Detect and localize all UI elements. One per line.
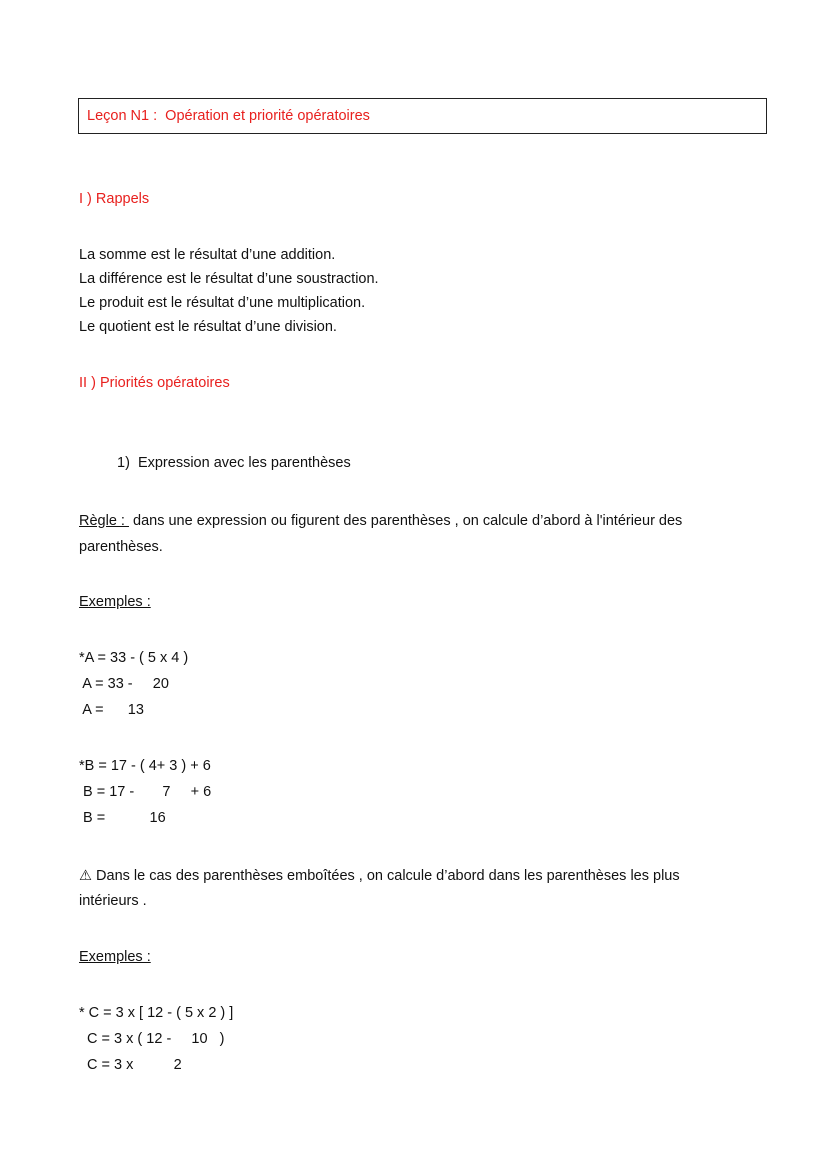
example-line: B = 16 xyxy=(79,810,166,826)
section-heading-priorites: II ) Priorités opératoires xyxy=(79,375,230,391)
section-heading-rappels: I ) Rappels xyxy=(79,191,150,207)
rule-paragraph xyxy=(79,512,682,530)
subsection-heading: 1) Expression avec les parenthèses xyxy=(117,455,351,471)
lesson-title: Leçon N1 : Opération et priorité opératoires xyxy=(87,108,370,124)
example-line: B = 17 - 7 + 6 xyxy=(79,784,212,800)
warning-text-cont: intérieurs . xyxy=(79,893,147,909)
rule-label: Règle : xyxy=(79,513,129,529)
definition-line: Le produit est le résultat d’une multiplication. xyxy=(79,295,366,311)
definition-line: La différence est le résultat d’une soustraction. xyxy=(79,271,379,287)
example-line: A = 33 - 20 xyxy=(79,676,169,692)
example-line: A = 13 xyxy=(79,702,144,718)
rule-text-cont: parenthèses. xyxy=(79,539,163,555)
examples-label: Exemples : xyxy=(79,949,151,965)
lesson-title-box xyxy=(78,98,767,134)
example-line: *A = 33 - ( 5 x 4 ) xyxy=(79,650,189,666)
example-line: * C = 3 x [ 12 - ( 5 x 2 ) ] xyxy=(79,1005,234,1021)
definition-line: La somme est le résultat d’une addition. xyxy=(79,247,336,263)
examples-label: Exemples : xyxy=(79,594,151,610)
warning-icon: ⚠ xyxy=(79,868,92,884)
example-line: *B = 17 - ( 4+ 3 ) + 6 xyxy=(79,758,211,774)
rule-text: dans une expression ou figurent des parenthèses , on calcule d’abord à l'intérieur des xyxy=(128,513,683,529)
example-line: C = 3 x ( 12 - 10 ) xyxy=(79,1031,225,1047)
definition-line: Le quotient est le résultat d’une division. xyxy=(79,319,337,335)
warning-text: Dans le cas des parenthèses emboîtées , on calcule d’abord dans les parenthèses les plus xyxy=(92,868,680,884)
warning-paragraph xyxy=(79,867,680,885)
example-line: C = 3 x 2 xyxy=(79,1057,182,1073)
